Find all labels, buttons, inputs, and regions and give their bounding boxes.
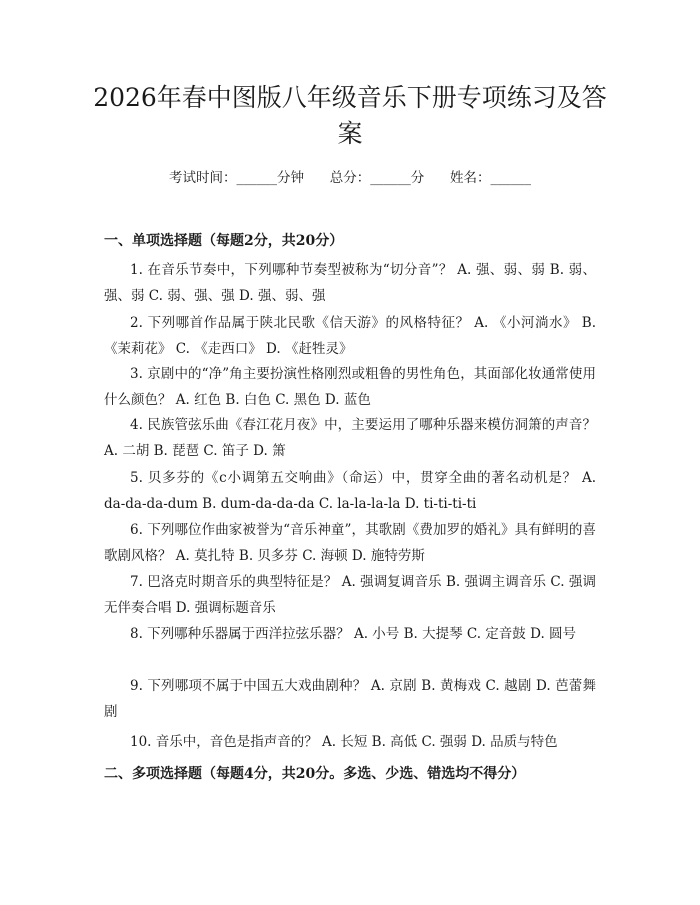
question-item: 6. 下列哪位作曲家被誉为“音乐神童”，其歌剧《费加罗的婚礼》具有鲜明的喜歌剧风格？ A. 莫扎特 B. 贝多芬 C. 海顿 D. 施特劳斯 [104, 522, 596, 564]
question-item: 7. 巴洛克时期音乐的典型特征是？ A. 强调复调音乐 B. 强调主调音乐 C. 强调无伴奏合唱 D. 强调标题音乐 [104, 574, 596, 616]
question-item: 1. 在音乐节奏中，下列哪种节奏型被称为“切分音”？ A. 强、弱、弱 B. 弱、强、弱 C. 弱、强、强 D. 强、弱、强 [104, 262, 596, 304]
question-item: 5. 贝多芬的《c小调第五交响曲》（命运）中，贯穿全曲的著名动机是？ A. da-da-da-dum B. dum-da-da-da C. la-la-la-la D. ti-ti-ti-ti [104, 470, 596, 512]
question-item: 4. 民族管弦乐曲《春江花月夜》中，主要运用了哪种乐器来模仿洞箫的声音？ A. 二胡 B. 琵琶 C. 笛子 D. 箫 [104, 417, 596, 459]
question-item: 3. 京剧中的“净”角主要扮演性格刚烈或粗鲁的男性角色，其面部化妆通常使用什么颜色？ A. 红色 B. 白色 C. 黑色 D. 蓝色 [104, 366, 596, 408]
question-item: 10. 音乐中，音色是指声音的？ A. 长短 B. 高低 C. 强弱 D. 品质与特色 [130, 734, 558, 750]
section-heading-multiple-choice: 二、多项选择题（每题4分，共20分。多选、少选、错选均不得分） [104, 766, 526, 782]
question-item: 8. 下列哪种乐器属于西洋拉弦乐器？ A. 小号 B. 大提琴 C. 定音鼓 D. 圆号 [130, 626, 577, 642]
document-title: 2026年春中图版八年级音乐下册专项练习及答案 [93, 83, 607, 148]
question-item: 9. 下列哪项不属于中国五大戏曲剧种？ A. 京剧 B. 黄梅戏 C. 越剧 D. 芭蕾舞剧 [104, 678, 596, 720]
exam-info-line: 考试时间：______分钟 总分：______分 姓名：______ [169, 170, 531, 186]
question-item: 2. 下列哪首作品属于陕北民歌《信天游》的风格特征？ A. 《小河淌水》 B. 《茉莉花》 C. 《走西口》 D. 《赶牲灵》 [104, 315, 596, 357]
section-heading-single-choice: 一、单项选择题（每题2分，共20分） [104, 233, 344, 249]
